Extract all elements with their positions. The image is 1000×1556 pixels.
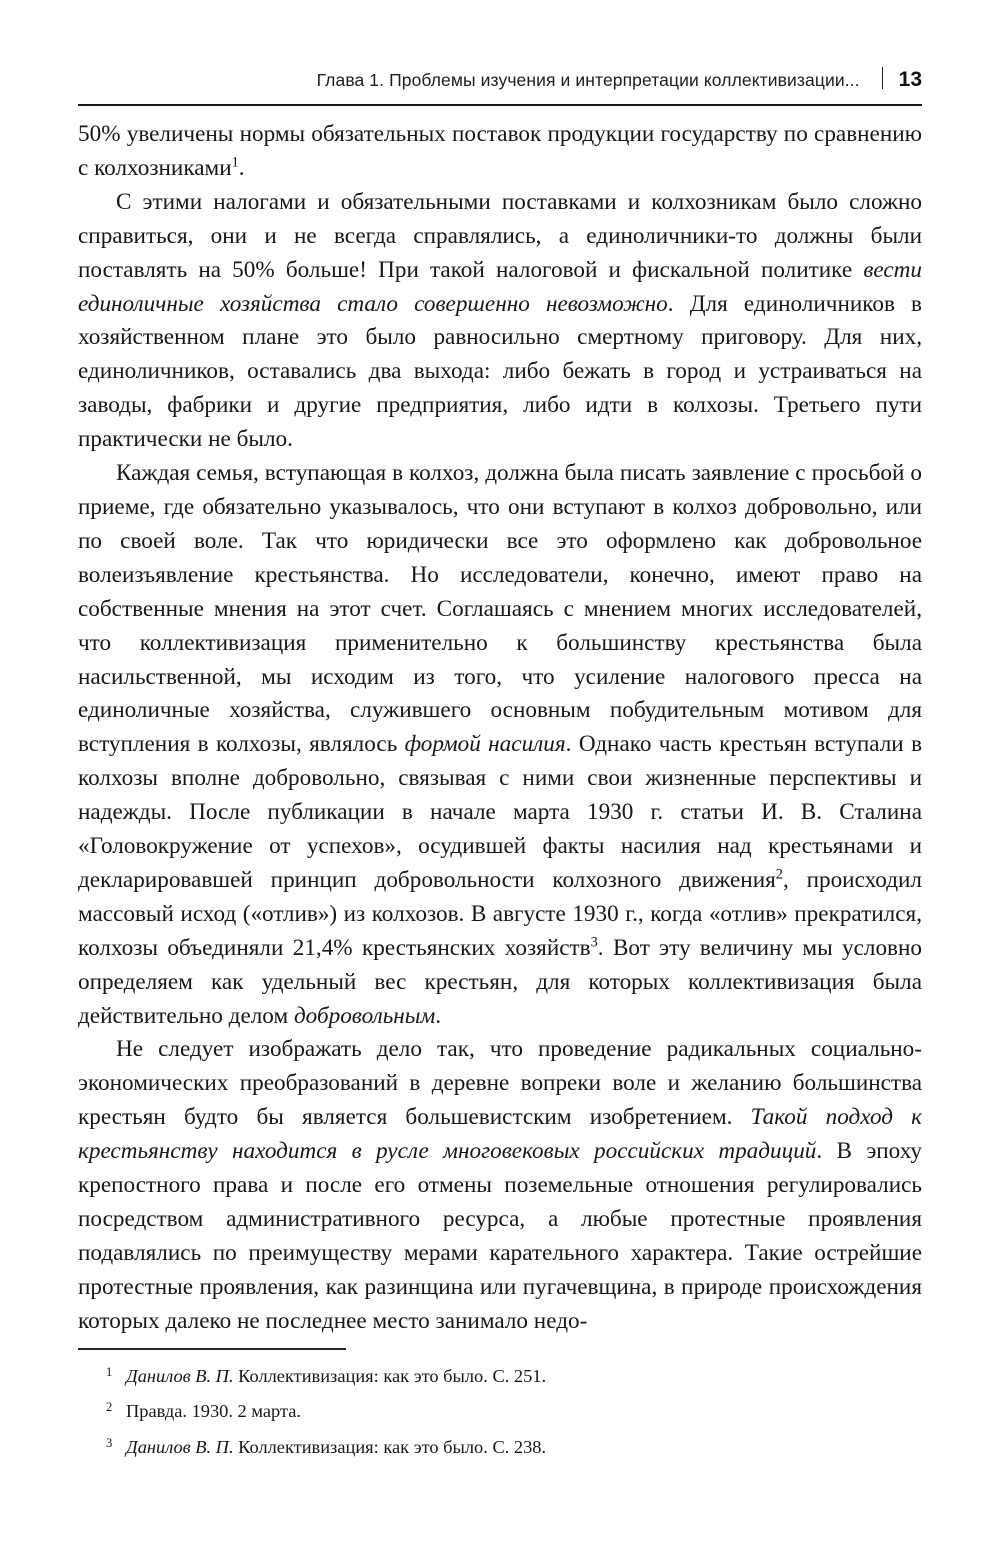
paragraph-1: 50% увеличены нормы обязательных поставок продукции государству по сравнению с колхозниками$^1$. (78, 121, 922, 181)
paragraph-3: Каждая семья, вступающая в колхоз, должна была писать заявление с просьбой о приеме, где обязательно указывалось, что они вступают в колхоз добровольно, или по своей воле. Так что юридически все это оформлено как добровольное волеизъявление крестьянства. Но исследователи, конечно, имеют право на собственные мнения на этот счет. Соглашаясь с мнением многих исследователей, что коллективизация применительно к большинству крестьянства была насильственной, мы исходим из того, что усиление налогового пресса на единоличные хозяйства, служившего основным побудительным мотивом для вступления в колхозы, являлось формой насилия. Однако часть крестьян вступали в колхозы вполне добровольно, связывая с ними свои жизненные перспективы и надежды. После публикации в начале марта 1930 г. статьи И. В. Сталина «Головокружение от успехов», осудившей факты насилия над крестьянами и декларировавшей принцип добровольности колхозного движения$^2$, происходил массовый исход («отлив») из колхозов. В августе 1930 г., когда «отлив» прекратился, колхозы объединяли 21,4% крестьянских хозяйств$^3$. Вот эту величину мы условно определяем как удельный вес крестьян, для которых коллективизация была действительно делом добровольным. (78, 460, 923, 1029)
footnote-item (78, 1362, 922, 1394)
page-number: 13 (898, 68, 922, 91)
header-rule (78, 104, 922, 106)
footnote-text: Правда. 1930. 2 марта. (126, 1401, 301, 1422)
footnote-marker: 1 (106, 1364, 113, 1379)
running-head (78, 64, 922, 98)
footnote-text: Данилов В. П. Коллективизация: как это было. С. 251. (126, 1365, 547, 1386)
footnotes-section (78, 1348, 922, 1468)
footnote-item (78, 1433, 922, 1465)
footnote-text: Данилов В. П. Коллективизация: как это было. С. 238. (126, 1436, 547, 1457)
footnote-separator-rule (78, 1348, 346, 1350)
body-text (78, 118, 922, 1339)
paragraph-4: Не следует изображать дело так, что проведение радикальных социально-экономических преобразований в деревне вопреки воле и желанию большинства крестьян будто бы является большевистским изобретением. Такой подход к крестьянству находится в русле многовековых российских традиций. В эпоху крепостного права и после его отмены поземельные отношения регулировались посредством административного ресурса, а любые протестные проявления подавлялись по преимуществу мерами карательного характера. Такие острейшие протестные проявления, как разинщина или пугачевщина, в природе происхождения которых далеко не последнее место занимало недо- (78, 1036, 923, 1334)
running-head-title: Глава 1. Проблемы изучения и интерпретации коллективизации... (316, 70, 860, 90)
running-head-divider (882, 67, 883, 89)
footnote-marker: 2 (106, 1400, 113, 1415)
footnote-marker: 3 (106, 1435, 113, 1450)
footnote-item (78, 1397, 922, 1429)
paragraph-2: С этими налогами и обязательными поставками и колхозникам было сложно справиться, они и не всегда справлялись, а единоличники-то должны были поставлять на 50% больше! При такой налоговой и фискальной политике вести единоличные хозяйства стало совершенно невозможно. Для единоличников в хозяйственном плане это было равносильно смертному приговору. Для них, единоличников, оставались два выхода: либо бежать в город и устраиваться на заводы, фабрики и другие предприятия, либо идти в колхозы. Третьего пути практически не было. (78, 188, 922, 453)
